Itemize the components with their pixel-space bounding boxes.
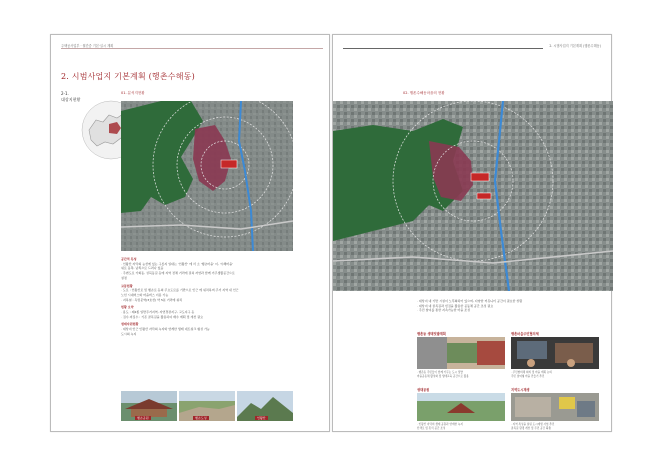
aerial-map-left bbox=[121, 101, 293, 251]
panel-caption bbox=[417, 371, 507, 379]
text-section-heading: 현황 요약 bbox=[121, 305, 134, 310]
caption-line: 산책로 및 휴식 공간 조성 bbox=[417, 426, 446, 430]
caption-line: · 인왕산 자락의 생태 공원과 연계한 녹지 bbox=[417, 423, 463, 426]
text-section bbox=[121, 257, 321, 281]
panel-title: 행촌마을주민협의체 bbox=[511, 332, 539, 336]
summary-text bbox=[417, 299, 607, 313]
photo-label: 행촌도성 bbox=[195, 416, 207, 420]
photo-label: 인왕산 bbox=[257, 416, 266, 420]
text-line: · 주변도로 가회동, 성북동길 등에 지역 전체 거리에 걸쳐 자연과 함께 거주생활공간으로 bbox=[121, 271, 235, 276]
text-line: · 집수·비집수 : 기존 골목길을 활용하여 배수 계획 및 개선 필요 bbox=[121, 314, 204, 319]
text-line: 도시의 녹지 bbox=[121, 331, 137, 336]
aerial-map-right bbox=[333, 101, 613, 291]
caption-line: · 지역 특성을 살린 도시재생 사업 추진 bbox=[511, 423, 555, 426]
panel-title: 지역도시재생 bbox=[511, 388, 530, 392]
subhead bbox=[61, 91, 80, 103]
right-page bbox=[332, 34, 612, 432]
text-section-heading: 공간적 특성 bbox=[121, 257, 137, 261]
left-map-caption: 01. 분석지현황 bbox=[121, 91, 145, 95]
right-running-head: 2. 시범사업지 기본계획 (행촌수해동) bbox=[549, 44, 601, 48]
panel-photo-meeting bbox=[511, 337, 599, 369]
caption-line: 주민 참여형 마을 만들기 추진 bbox=[511, 374, 545, 378]
panel-caption bbox=[511, 371, 601, 379]
caption-line: 마을공동체 활성화 및 생태교육 공간으로 활용 bbox=[417, 374, 469, 378]
text-section bbox=[121, 305, 321, 319]
summary-line: · 대상지 내 골목길과 빈집을 활용한 공동체 공간 조성 필요 bbox=[417, 303, 494, 308]
text-line: 노선 시내버스와 마을버스 이용 가능 bbox=[121, 292, 169, 297]
caption-line: · 행촌동 주민들이 함께 가꾸는 도시 텃밭 bbox=[417, 371, 463, 374]
subhead-title: 대상지현황 bbox=[61, 97, 81, 102]
panel-photo-regeneration bbox=[511, 393, 599, 421]
summary-line: · 주민 참여를 통한 지속가능한 마을 조성 bbox=[417, 308, 471, 313]
right-map-caption: 02. 행촌수해동마을의 현황 bbox=[403, 91, 445, 95]
panel-caption bbox=[511, 423, 601, 431]
text-section-heading: 교통현황 bbox=[121, 283, 133, 288]
text-line: · 용도 : 제2종 일반주거지역, 자연경관지구, 고도지구 등 bbox=[121, 310, 195, 315]
panel-caption bbox=[417, 423, 507, 431]
text-line: · 대상지 인근 인왕산 자락의 녹지와 연계한 생태 네트워크 형성 가능 bbox=[121, 327, 210, 332]
text-line: 설정 bbox=[121, 275, 127, 280]
subhead-number: 2-1. bbox=[61, 91, 69, 96]
left-header-rule bbox=[61, 48, 323, 49]
panel-title: 생태공원 bbox=[417, 388, 430, 392]
panel-photo-garden bbox=[417, 337, 505, 369]
text-line: · 지하철 : 독립문역(3호선) 약 5분 거리에 위치 bbox=[121, 297, 183, 302]
left-page bbox=[50, 34, 330, 432]
left-running-head: 주택공사업부 · 월간중 기본·실시 계획 bbox=[61, 44, 114, 48]
text-section bbox=[121, 322, 321, 336]
photo-mountain bbox=[237, 391, 293, 421]
panel-title: 행촌동 생태텃밭계획 bbox=[417, 332, 446, 336]
text-line: 위로 동쪽, 남쪽으로 드러나 있음 bbox=[121, 266, 164, 271]
summary-line: · 대상지 내 기반 시설이 노후화되어 있으며, 다양한 커뮤니티 공간이 필요한 상황 bbox=[417, 299, 523, 303]
text-section bbox=[121, 284, 321, 303]
text-line: · 도로 : 인왕산로 및 행촌로 등의 주요도로를 기반으로 인근 에 위치하며 주거 지역 내 인근 bbox=[121, 288, 239, 293]
right-header-rule bbox=[343, 48, 543, 49]
panel-photo-eco-park bbox=[417, 393, 505, 421]
text-section-heading: 생태자원현황 bbox=[121, 322, 139, 327]
photo-fortress bbox=[179, 391, 235, 421]
caption-line: 골목길 환경 개선 및 주민 공간 확충 bbox=[511, 426, 552, 430]
photo-label: 행촌공원 bbox=[137, 416, 149, 420]
caption-line: · 주민협의체 회의 및 마을 계획 논의 bbox=[511, 371, 552, 374]
text-line: · 인왕산 자락의 능선에 있는 구릉지 일대는 '인왕산' 에 서 소 '행촌마을' 이, '수해마을' bbox=[121, 261, 233, 266]
analysis-text bbox=[121, 257, 321, 337]
photo-park bbox=[121, 391, 177, 421]
section-title: 2. 시범사업지 기본계획 (행촌수해동) bbox=[61, 72, 195, 81]
